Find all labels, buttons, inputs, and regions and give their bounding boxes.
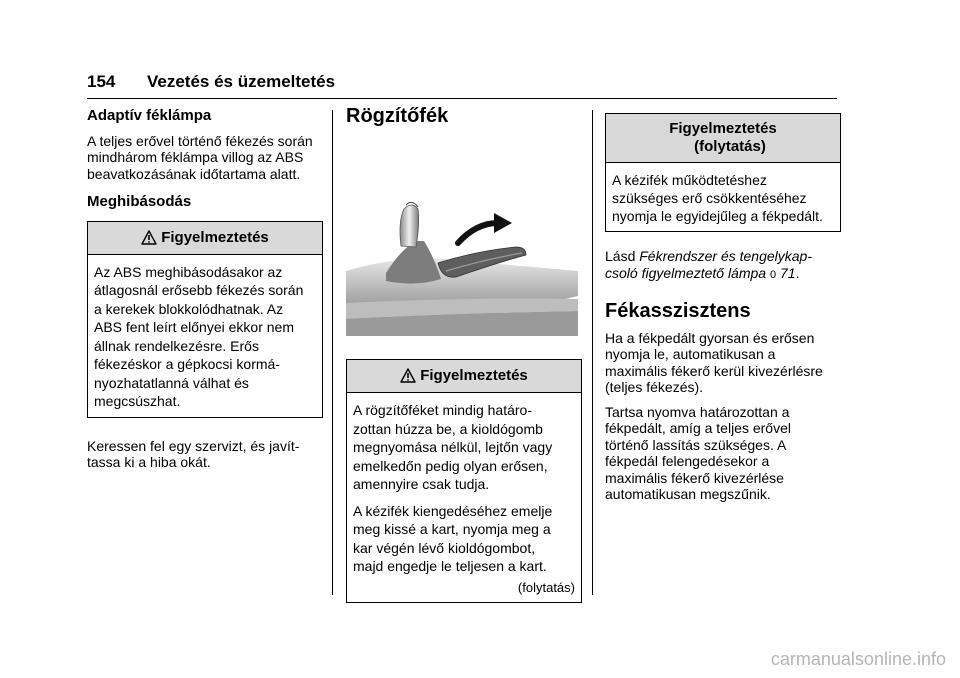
page-header <box>87 72 837 99</box>
text-line: fékpedált, amíg a teljes erővel <box>605 420 791 436</box>
text-line: A rögzítőféket mindig határo- <box>353 402 532 418</box>
text-line: nyomja le egyidejűleg a fékpedált. <box>612 208 823 224</box>
paragraph <box>605 330 841 396</box>
parking-brake-illustration <box>346 201 578 336</box>
warning-title: Figyelmeztetés <box>420 367 528 384</box>
paragraph <box>87 133 323 183</box>
heading-parking-brake: Rögzítőfék <box>346 105 449 127</box>
text-line: meg kissé a kart, nyomja meg a <box>353 521 551 537</box>
warning-body <box>88 255 322 417</box>
text-line: (teljes fékezés). <box>605 379 704 395</box>
warning-box-continued <box>605 113 841 232</box>
column-1 <box>87 108 323 479</box>
heading-brake-assist: Fékasszisztens <box>605 300 751 322</box>
page-reference-icon: 0 <box>769 268 777 281</box>
text-line: Ha a fékpedált gyorsan és erősen <box>605 329 815 346</box>
warning-text <box>94 263 316 411</box>
column-2 <box>346 105 582 603</box>
text-line: beavatkozásának időtartama alatt. <box>87 165 301 182</box>
text-line: mindhárom féklámpa villog az ABS <box>87 149 304 165</box>
text-line: kar végén lévő kioldógombot, <box>353 539 536 556</box>
warning-box <box>87 221 323 418</box>
warning-text <box>353 502 575 576</box>
warning-header <box>347 360 581 393</box>
warning-box <box>346 359 582 603</box>
text-line: maximális fékerő kerül kivezérlésre <box>605 362 823 379</box>
text-line: A teljes erővel történő fékezés során <box>87 132 313 149</box>
text-fragment: . <box>795 264 800 281</box>
chapter-title: Vezetés és üzemeltetés <box>147 72 336 91</box>
page-number: 154 <box>87 72 116 91</box>
warning-header <box>88 222 322 255</box>
text-line: majd engedje le teljesen a kart. <box>353 558 547 574</box>
reference-paragraph <box>605 248 841 283</box>
warning-icon <box>141 230 157 245</box>
text-line: automatikusan megszűnik. <box>605 486 771 502</box>
warning-header <box>606 114 840 163</box>
text-line: állnak rendelkezésre. Erős <box>94 337 259 354</box>
text-line: emelkedőn pedig olyan erősen, <box>353 457 548 474</box>
paragraph <box>605 404 841 503</box>
warning-title: Figyelmeztetés <box>669 120 777 137</box>
reference-link-text[interactable]: csoló figyelmeztető lámpa <box>605 264 767 281</box>
heading-malfunction: Meghibásodás <box>87 193 192 210</box>
text-line: A kézifék kiengedéséhez emelje <box>353 502 553 519</box>
text-line: fékpedál felengedésekor a <box>605 453 770 469</box>
warning-text <box>353 401 575 494</box>
text-line: a kerekek blokkolódhatnak. Az <box>94 300 284 317</box>
warning-body <box>606 163 840 231</box>
text-line: amennyire csak tudja. <box>353 476 490 492</box>
text-line: ABS fent leírt előnyei ekkor nem <box>94 319 294 335</box>
text-line: fékezéskor a gépkocsi kormá- <box>94 356 280 372</box>
heading-adaptive-brake-light: Adaptív féklámpa <box>87 107 212 124</box>
column-3 <box>605 113 841 511</box>
text-line: Az ABS meghibásodásakor az <box>94 263 283 280</box>
watermark: carmanualsonline.info <box>770 649 946 669</box>
text-line: zottan húzza be, a kioldógomb <box>353 420 543 437</box>
text-line: megnyomása nélkül, lejtőn vagy <box>353 439 553 455</box>
continued-label: (folytatás) <box>517 579 575 595</box>
text-line: szükséges erő csökkentéséhez <box>612 190 807 206</box>
text-line: megcsúszhat. <box>94 393 181 409</box>
warning-text <box>612 171 834 225</box>
warning-icon <box>400 368 416 383</box>
text-fragment: Lásd <box>605 248 640 264</box>
warning-continued-label: (folytatás) <box>694 138 766 155</box>
text-line: történő lassítás szükséges. A <box>605 436 787 453</box>
text-line: tassa ki a hiba okát. <box>87 454 211 470</box>
text-line: nyozhatatlanná válhat és <box>94 374 249 391</box>
text-line: Tartsa nyomva határozottan a <box>605 403 790 420</box>
column-divider <box>592 110 593 595</box>
reference-link-text[interactable]: Fékrendszer és tengelykap- <box>639 248 813 264</box>
warning-body <box>347 393 581 602</box>
paragraph <box>87 438 323 471</box>
warning-title: Figyelmeztetés <box>161 228 269 246</box>
text-line: átlagosnál erősebb fékezés során <box>94 282 304 298</box>
text-line: maximális fékerő kivezérlése <box>605 469 784 486</box>
page-reference[interactable]: 71 <box>779 264 796 281</box>
column-divider <box>332 110 333 595</box>
text-line: Keressen fel egy szervizt, és javít- <box>87 437 300 454</box>
text-line: nyomja le, automatikusan a <box>605 346 776 362</box>
text-line: A kézifék működtetéshez <box>612 172 767 188</box>
